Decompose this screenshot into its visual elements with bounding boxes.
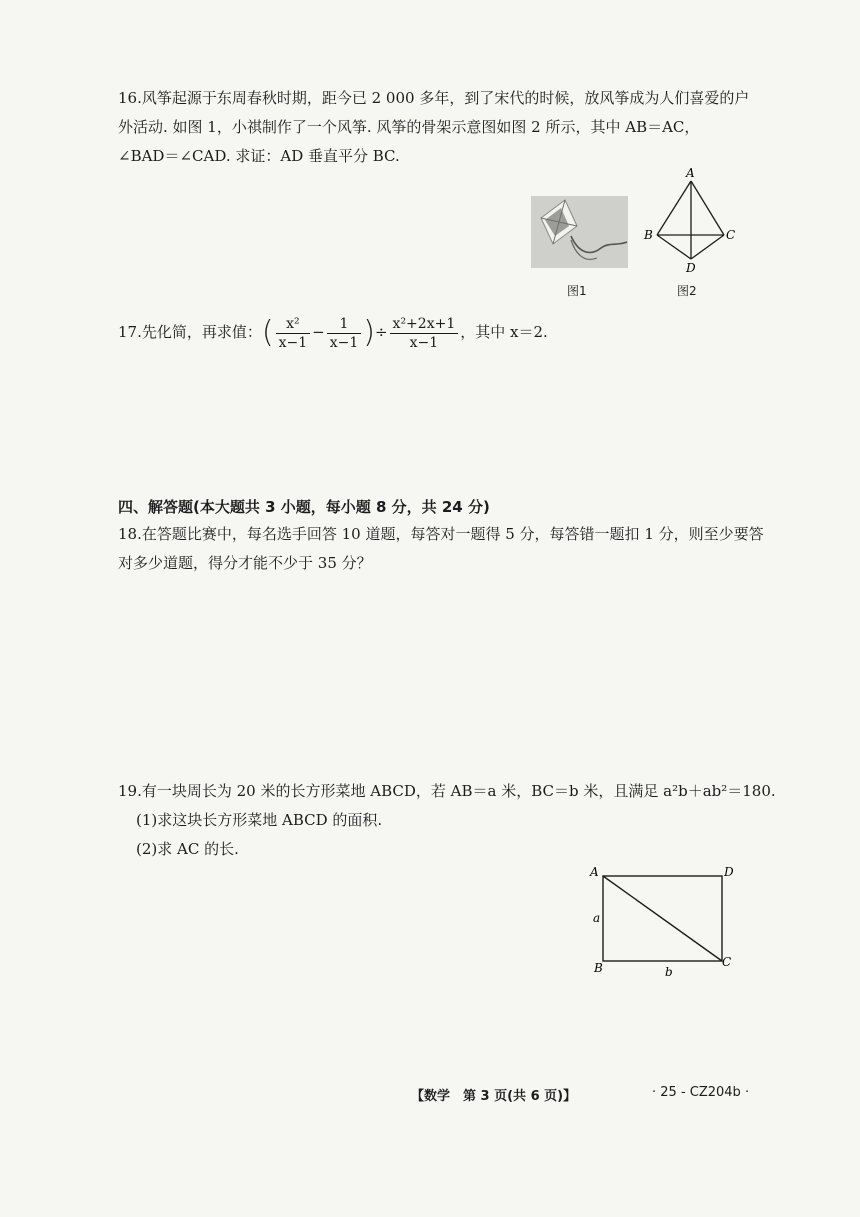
rect-side-b: b bbox=[665, 965, 673, 979]
q17-prefix: 17.先化简，再求值： bbox=[118, 323, 262, 341]
q17-fraction-2: $\frac{1}{x-1}$ bbox=[327, 315, 362, 352]
rect-side-a: a bbox=[593, 911, 601, 925]
q17-suffix: ，其中 x＝2. bbox=[460, 323, 548, 341]
figure-2-caption: 图2 bbox=[677, 284, 697, 298]
q17-minus: − bbox=[312, 323, 325, 341]
section-4-heading: 四、解答题(本大题共 3 小题，每小题 8 分，共 24 分) bbox=[118, 498, 490, 516]
q16-line-3: ∠BAD＝∠CAD. 求证：AD 垂直平分 BC. bbox=[118, 147, 400, 165]
rect-point-b: B bbox=[594, 961, 603, 975]
kite-diagram bbox=[640, 166, 740, 276]
q17-divide: ÷ bbox=[374, 323, 388, 341]
q19-part-1: (1)求这块长方形菜地 ABCD 的面积. bbox=[136, 811, 383, 829]
exam-code: · 25 - CZ204b · bbox=[652, 1085, 750, 1100]
q16-line-2: 外活动. 如图 1，小祺制作了一个风筝. 风筝的骨架示意图如图 2 所示，其中 AB＝AC， bbox=[118, 118, 700, 136]
question-18 bbox=[118, 520, 764, 578]
page-number: 【数学 第 3 页(共 6 页)】 bbox=[411, 1089, 577, 1104]
kite-point-a: A bbox=[686, 166, 695, 180]
rect-point-d: D bbox=[724, 865, 734, 879]
q16-line-1: 16.风筝起源于东周春秋时期，距今已 2 000 多年，到了宋代的时候，放风筝成为人们喜爱的户 bbox=[118, 89, 750, 107]
rect-point-a: A bbox=[590, 865, 599, 879]
kite-point-b: B bbox=[644, 228, 653, 242]
rect-point-c: C bbox=[722, 955, 732, 969]
rectangle-diagram bbox=[588, 862, 740, 980]
question-17: 17.先化简，再求值：( $\frac{\text{x²}}{x-1}$ − $\frac{1}{x-1}$ )÷ $\frac{\text{x²+2x+1}}{x-1}$ ，其中 x＝2. bbox=[118, 315, 548, 351]
question-19 bbox=[118, 777, 776, 864]
q18-line-1: 18.在答题比赛中，每名选手回答 10 道题，每答对一题得 5 分，每答错一题扣 1 分，则至少要答 bbox=[118, 525, 764, 543]
q17-fraction-3: $\frac{\text{x²+2x+1}}{x-1}$ bbox=[390, 315, 459, 352]
q19-part-2: (2)求 AC 的长. bbox=[136, 840, 239, 858]
kite-point-c: C bbox=[726, 228, 736, 242]
figure-1-caption: 图1 bbox=[567, 284, 587, 298]
question-16 bbox=[118, 84, 748, 171]
kite-photo bbox=[531, 196, 628, 268]
q17-fraction-1: $\frac{\text{x²}}{x-1}$ bbox=[276, 315, 311, 352]
kite-point-d: D bbox=[686, 261, 696, 275]
q19-line-1: 19.有一块周长为 20 米的长方形菜地 ABCD，若 AB＝a 米，BC＝b 米，且满足 a²b＋ab²＝180. bbox=[118, 782, 776, 800]
q18-line-2: 对多少道题，得分才能不少于 35 分？ bbox=[118, 554, 372, 572]
